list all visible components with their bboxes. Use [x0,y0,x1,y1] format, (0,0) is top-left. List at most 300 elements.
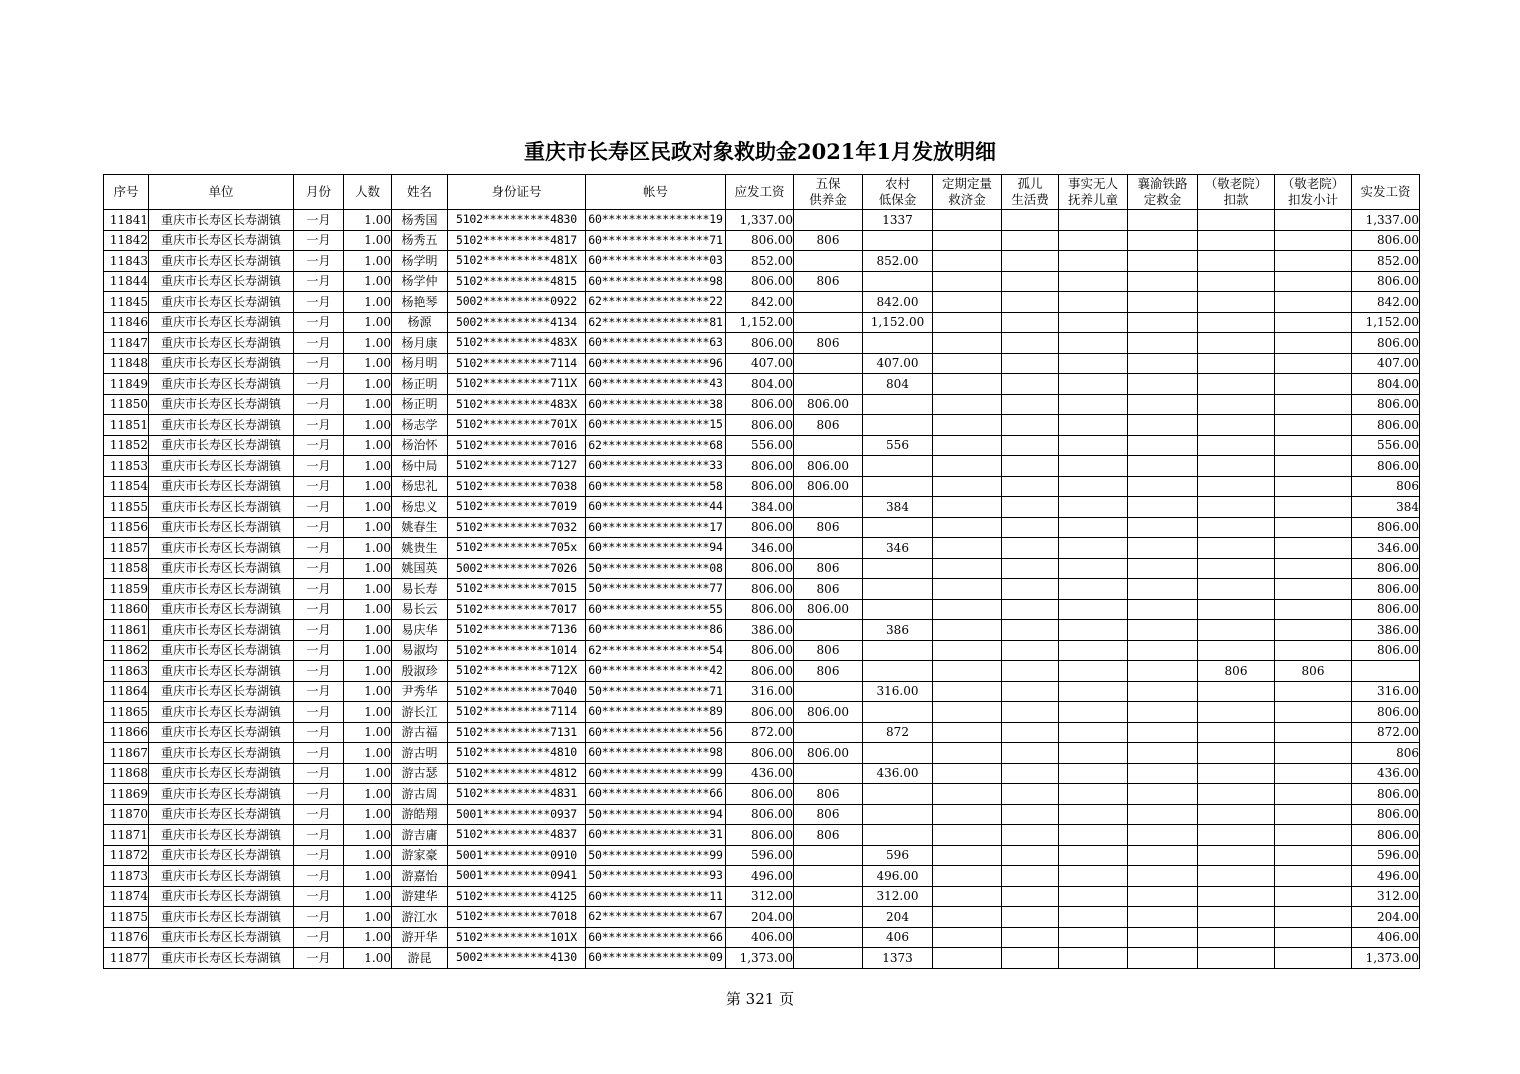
table-row [104,579,1420,600]
table-cell: 5102**********7114 [448,702,586,723]
table-cell: 806.00 [1352,394,1420,415]
table-cell: 1.00 [344,640,392,661]
table-cell [933,784,1002,805]
table-cell [794,722,863,743]
table-cell [1002,394,1059,415]
table-cell [933,292,1002,313]
table-cell: 806 [1352,476,1420,497]
table-cell [1002,579,1059,600]
table-cell: 易长云 [392,599,448,620]
table-cell: 436.00 [726,763,794,784]
table-cell: 5102**********7017 [448,599,586,620]
table-cell: 1.00 [344,743,392,764]
table-row [104,763,1420,784]
table-cell: 1,373.00 [1352,948,1420,969]
table-cell: 11861 [104,620,149,641]
table-cell [933,210,1002,231]
table-cell [863,517,933,538]
table-cell: 60****************03 [586,251,726,272]
table-cell: 50****************93 [586,866,726,887]
table-cell [933,620,1002,641]
table-cell [1198,948,1275,969]
table-row [104,333,1420,354]
table-cell: 804.00 [1352,374,1420,395]
table-cell: 1.00 [344,456,392,477]
table-cell [1128,661,1198,682]
table-cell [1128,722,1198,743]
table-cell [1275,845,1352,866]
table-cell [794,312,863,333]
table-cell: 312.00 [1352,886,1420,907]
table-cell [1198,681,1275,702]
table-cell: 1.00 [344,312,392,333]
table-cell: 一月 [294,251,344,272]
table-cell: 806 [794,271,863,292]
table-cell: 一月 [294,312,344,333]
table-cell [1198,497,1275,518]
table-cell [1275,517,1352,538]
table-cell: 806 [794,661,863,682]
table-cell [1059,681,1128,702]
table-cell [1002,599,1059,620]
table-cell [1275,333,1352,354]
table-cell: 一月 [294,784,344,805]
column-header: 襄渝铁路 定救金 [1128,175,1198,210]
table-cell [1128,517,1198,538]
table-cell: 1.00 [344,763,392,784]
table-cell: 重庆市长寿区长寿湖镇 [149,292,294,313]
table-cell: 1.00 [344,620,392,641]
table-cell [933,230,1002,251]
table-cell: 1.00 [344,271,392,292]
table-cell [933,722,1002,743]
table-cell: 5102**********7040 [448,681,586,702]
table-cell [1059,866,1128,887]
table-cell [1002,435,1059,456]
table-cell [933,763,1002,784]
table-cell: 5102**********7019 [448,497,586,518]
table-cell [1128,743,1198,764]
table-cell: 11871 [104,825,149,846]
table-cell: 重庆市长寿区长寿湖镇 [149,517,294,538]
table-cell [933,927,1002,948]
table-cell [863,825,933,846]
table-cell: 杨忠义 [392,497,448,518]
table-cell: 5102**********4815 [448,271,586,292]
table-cell: 重庆市长寿区长寿湖镇 [149,763,294,784]
table-cell [1002,661,1059,682]
table-cell [1198,702,1275,723]
table-cell [1128,435,1198,456]
table-cell: 一月 [294,927,344,948]
table-cell: 易庆华 [392,620,448,641]
table-cell [1002,763,1059,784]
table-cell [933,599,1002,620]
table-cell: 806.00 [726,456,794,477]
table-cell [1275,435,1352,456]
table-cell: 游皓翔 [392,804,448,825]
table-cell: 1.00 [344,251,392,272]
table-cell [1128,476,1198,497]
table-cell [1002,476,1059,497]
table-cell: 1.00 [344,681,392,702]
table-cell [1059,558,1128,579]
table-cell [1128,558,1198,579]
table-cell: 806 [794,640,863,661]
table-cell [933,743,1002,764]
table-cell [794,763,863,784]
table-cell: 一月 [294,333,344,354]
table-cell [1128,353,1198,374]
table-cell: 806.00 [1352,456,1420,477]
table-cell: 1.00 [344,374,392,395]
table-cell: 重庆市长寿区长寿湖镇 [149,333,294,354]
table-cell [1002,292,1059,313]
table-cell: 一月 [294,599,344,620]
column-header: 身份证号 [448,175,586,210]
table-cell: 杨源 [392,312,448,333]
table-cell [1198,476,1275,497]
table-cell [1059,886,1128,907]
table-cell [1002,415,1059,436]
table-cell: 重庆市长寿区长寿湖镇 [149,497,294,518]
table-cell: 806.00 [1352,599,1420,620]
table-cell [1059,763,1128,784]
column-header: 姓名 [392,175,448,210]
table-cell: 407.00 [726,353,794,374]
table-cell [1059,312,1128,333]
table-row [104,681,1420,702]
table-cell [1198,312,1275,333]
table-cell [1275,620,1352,641]
table-cell [1059,538,1128,559]
table-cell [1002,251,1059,272]
table-cell: 806 [794,517,863,538]
table-cell: 一月 [294,517,344,538]
table-cell: 一月 [294,681,344,702]
table-cell: 386.00 [1352,620,1420,641]
table-cell: 杨志学 [392,415,448,436]
table-row [104,784,1420,805]
table-cell: 806.00 [1352,640,1420,661]
table-cell [1275,210,1352,231]
table-cell: 重庆市长寿区长寿湖镇 [149,435,294,456]
table-cell: 5102**********4817 [448,230,586,251]
table-cell: 1.00 [344,804,392,825]
table-cell: 11853 [104,456,149,477]
table-cell [1198,517,1275,538]
table-cell [1002,907,1059,928]
table-cell: 346.00 [1352,538,1420,559]
table-cell [1128,845,1198,866]
table-cell [1128,456,1198,477]
table-cell: 496.00 [1352,866,1420,887]
table-cell: 806.00 [726,702,794,723]
table-cell [794,251,863,272]
table-cell: 11875 [104,907,149,928]
table-cell: 游嘉怡 [392,866,448,887]
table-cell: 872.00 [1352,722,1420,743]
table-cell: 重庆市长寿区长寿湖镇 [149,886,294,907]
table-cell: 496.00 [726,866,794,887]
table-cell [1128,702,1198,723]
column-header: 应发工资 [726,175,794,210]
table-cell [1059,333,1128,354]
table-cell: 重庆市长寿区长寿湖镇 [149,948,294,969]
table-cell [1275,251,1352,272]
table-cell: 806.00 [1352,517,1420,538]
table-cell [794,927,863,948]
table-cell [1002,886,1059,907]
table-row [104,804,1420,825]
table-cell [1128,579,1198,600]
table-cell: 496.00 [863,866,933,887]
table-cell [1198,804,1275,825]
table-cell: 806.00 [1352,271,1420,292]
table-cell: 1.00 [344,517,392,538]
table-cell [933,517,1002,538]
table-cell: 1.00 [344,845,392,866]
table-cell [933,394,1002,415]
table-cell [933,353,1002,374]
table-cell [1059,661,1128,682]
table-cell [1198,374,1275,395]
column-header: （敬老院） 扣发小计 [1275,175,1352,210]
table-cell: 一月 [294,456,344,477]
table-cell: 1.00 [344,579,392,600]
table-cell: 重庆市长寿区长寿湖镇 [149,579,294,600]
table-cell: 5102**********705x [448,538,586,559]
table-cell: 50****************08 [586,558,726,579]
table-cell: 重庆市长寿区长寿湖镇 [149,312,294,333]
table-cell: 62****************81 [586,312,726,333]
table-cell: 806 [794,825,863,846]
table-cell [1002,271,1059,292]
table-cell: 806.00 [1352,702,1420,723]
table-cell: 5102**********4831 [448,784,586,805]
table-cell: 殷淑珍 [392,661,448,682]
table-cell [933,435,1002,456]
table-cell [1198,825,1275,846]
table-cell [794,845,863,866]
column-header: 孤儿 生活费 [1002,175,1059,210]
table-cell [1002,333,1059,354]
table-cell: 806.00 [726,333,794,354]
table-row [104,476,1420,497]
table-cell: 1.00 [344,558,392,579]
table-cell [1128,538,1198,559]
table-cell [1275,599,1352,620]
table-cell: 407.00 [863,353,933,374]
table-row [104,497,1420,518]
table-cell [1059,415,1128,436]
table-cell: 384 [863,497,933,518]
table-cell: 384 [1352,497,1420,518]
table-cell: 316.00 [1352,681,1420,702]
table-cell [933,476,1002,497]
table-cell: 一月 [294,476,344,497]
table-cell [863,476,933,497]
table-cell: 11866 [104,722,149,743]
table-cell: 姚春生 [392,517,448,538]
table-cell: 806.00 [726,394,794,415]
table-cell [1198,599,1275,620]
table-row [104,599,1420,620]
column-header: 序号 [104,175,149,210]
table-cell [1059,271,1128,292]
table-cell: 11870 [104,804,149,825]
table-cell: 1.00 [344,907,392,928]
page-number: 第 321 页 [725,990,795,1008]
table-cell: 11865 [104,702,149,723]
table-cell: 60****************55 [586,599,726,620]
table-cell: 806.00 [726,579,794,600]
table-cell [1128,415,1198,436]
table-row [104,907,1420,928]
table-cell: 杨正明 [392,374,448,395]
table-cell: 346.00 [726,538,794,559]
table-cell: 5002**********4134 [448,312,586,333]
table-cell [1128,948,1198,969]
table-cell: 556 [863,435,933,456]
table-cell [933,312,1002,333]
table-cell: 11876 [104,927,149,948]
table-cell: 11862 [104,640,149,661]
table-cell: 11851 [104,415,149,436]
table-cell: 5001**********0937 [448,804,586,825]
table-cell: 11854 [104,476,149,497]
table-cell: 5102**********481X [448,251,586,272]
table-cell: 806.00 [726,661,794,682]
table-cell: 312.00 [726,886,794,907]
table-cell [933,681,1002,702]
table-cell: 重庆市长寿区长寿湖镇 [149,353,294,374]
table-cell [1198,353,1275,374]
table-cell [1002,825,1059,846]
table-cell [1275,866,1352,887]
table-cell: 11874 [104,886,149,907]
table-cell: 806 [794,784,863,805]
table-cell: 一月 [294,497,344,518]
table-row [104,927,1420,948]
table-cell: 60****************42 [586,661,726,682]
table-cell: 60****************19 [586,210,726,231]
table-cell: 806.00 [794,743,863,764]
table-cell: 5102**********1014 [448,640,586,661]
table-header-row [104,175,1420,210]
table-cell: 60****************33 [586,456,726,477]
table-cell: 11863 [104,661,149,682]
table-cell: 一月 [294,230,344,251]
table-cell: 11857 [104,538,149,559]
table-cell: 436.00 [863,763,933,784]
table-cell [1198,640,1275,661]
table-cell [1128,825,1198,846]
table-cell: 一月 [294,435,344,456]
table-row [104,230,1420,251]
table-cell: 1.00 [344,927,392,948]
table-cell: 易淑均 [392,640,448,661]
table-cell [1059,640,1128,661]
table-cell: 806.00 [1352,804,1420,825]
table-cell: 游古周 [392,784,448,805]
table-cell: 806.00 [1352,825,1420,846]
table-cell: 重庆市长寿区长寿湖镇 [149,456,294,477]
column-header: 月份 [294,175,344,210]
table-cell [1002,210,1059,231]
table-cell: 60****************63 [586,333,726,354]
table-cell [794,292,863,313]
table-row [104,415,1420,436]
table-row [104,722,1420,743]
table-cell: 806 [794,804,863,825]
table-cell: 一月 [294,825,344,846]
table-cell: 11868 [104,763,149,784]
table-cell: 1.00 [344,948,392,969]
table-cell: 重庆市长寿区长寿湖镇 [149,599,294,620]
table-cell: 易长寿 [392,579,448,600]
table-cell [1002,722,1059,743]
table-cell: 1.00 [344,435,392,456]
table-cell: 62****************67 [586,907,726,928]
table-cell [1198,907,1275,928]
table-cell [1128,271,1198,292]
table-cell: 5102**********7015 [448,579,586,600]
table-cell: 872.00 [726,722,794,743]
table-cell: 一月 [294,907,344,928]
table-cell: 1337 [863,210,933,231]
table-cell [1128,804,1198,825]
table-row [104,886,1420,907]
table-cell: 11850 [104,394,149,415]
table-cell: 一月 [294,763,344,784]
table-cell: 重庆市长寿区长寿湖镇 [149,907,294,928]
table-cell: 60****************98 [586,743,726,764]
table-cell [1128,599,1198,620]
table-cell: 杨学明 [392,251,448,272]
table-cell [1059,927,1128,948]
table-cell: 60****************31 [586,825,726,846]
table-cell: 5102**********7032 [448,517,586,538]
table-cell: 806.00 [794,476,863,497]
table-cell [1059,497,1128,518]
table-cell [1275,292,1352,313]
table-cell [1275,804,1352,825]
table-cell: 杨治怀 [392,435,448,456]
table-cell: 386 [863,620,933,641]
table-cell: 11873 [104,866,149,887]
table-cell [1059,517,1128,538]
table-cell: 806.00 [794,599,863,620]
table-cell: 11845 [104,292,149,313]
table-cell [863,640,933,661]
table-row [104,948,1420,969]
table-cell: 一月 [294,271,344,292]
table-cell [1198,558,1275,579]
table-row [104,825,1420,846]
table-cell: 1.00 [344,415,392,436]
table-cell: 5001**********0910 [448,845,586,866]
table-cell [1128,230,1198,251]
table-cell: 5002**********7026 [448,558,586,579]
table-cell: 842.00 [863,292,933,313]
table-cell: 11858 [104,558,149,579]
table-cell: 806 [794,230,863,251]
table-cell: 5102**********7114 [448,353,586,374]
table-cell: 852.00 [1352,251,1420,272]
table-cell [1128,394,1198,415]
table-cell [1002,374,1059,395]
